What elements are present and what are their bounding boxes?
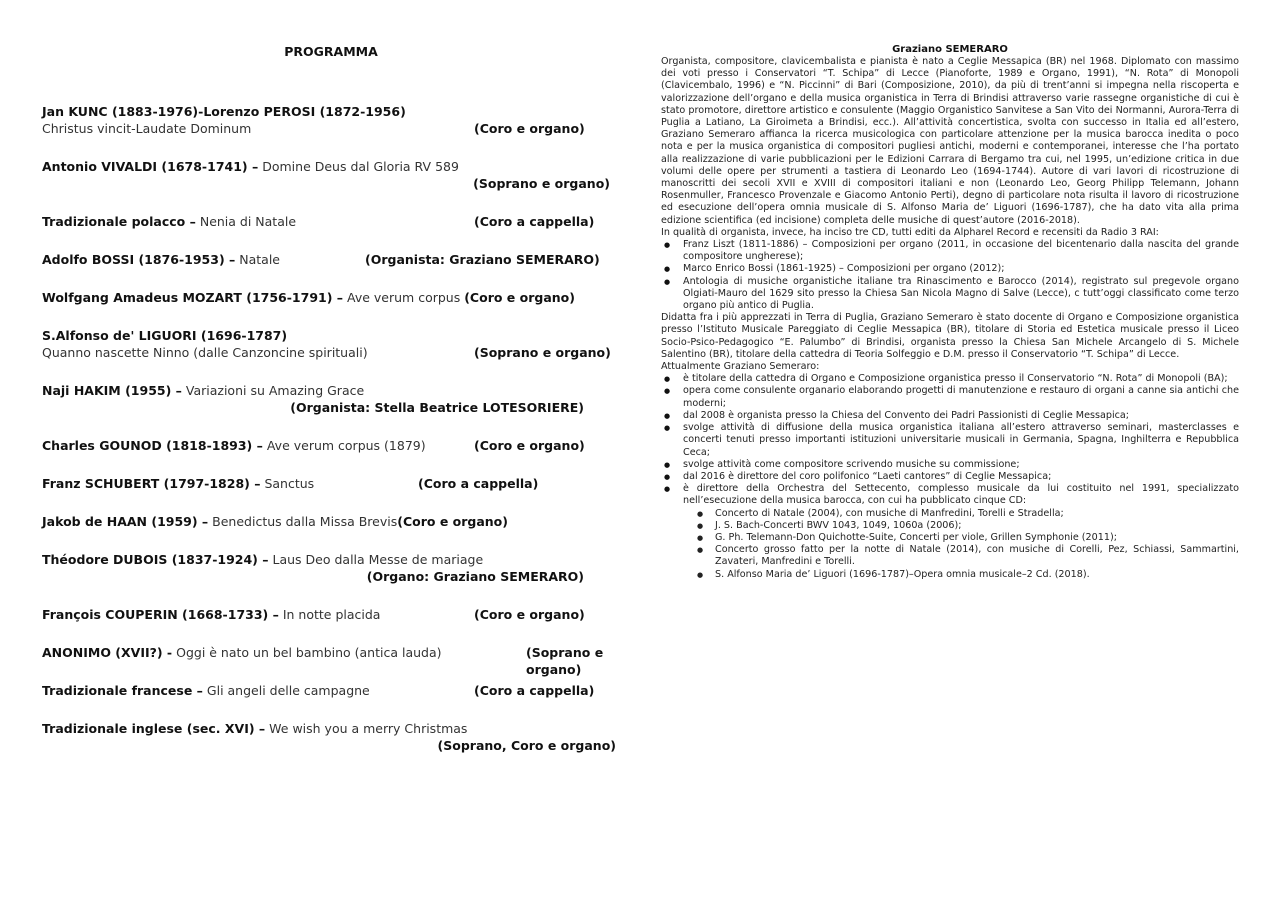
piece-work: Oggi è nato un bel bambino (antica lauda) <box>176 645 442 660</box>
bio-paragraph: Attualmente Graziano Semeraro: <box>661 361 820 373</box>
bio-paragraph: In qualità di organista, invece, ha inciso tre CD, tutti editi da Alpharel Record e recensiti da Radio 3 RAI: <box>661 226 1159 238</box>
program-piece <box>42 289 620 306</box>
piece-performers: (Coro e organo) <box>474 438 585 453</box>
piece-performers: (Soprano e organo) <box>474 345 611 360</box>
bio-paragraph: Organista, compositore, clavicembalista e pianista è nato a Ceglie Messapica (BR) nel 1968. Diplomato con massimo dei voti presso i Conservatori “T. Schipa” di Lecce (Pianoforte, 1989 e Organo, 1991), “N. Rota” di Monopoli (Clavicembalo, 1996) e “N. Piccinni” di Bari (Composizione, 2010), da più di trent’anni si impegna nella riscoperta e valorizzazione dell’organo e della musica organistica in Terra di Brindisi attraverso varie rassegne organistiche di cui è stato promotore, direttore artistico e consulente (Maggio Organistico Sanvitese a San Vito dei Normanni, Aurora-Terra di Puglia a Latiano, La Giroimeta a Brindisi, ecc.). All’attività concertistica, svolta con successo in Italia ed all’estero, Graziano Semeraro affianca la ricerca musicologica con particolare attenzione per la musica barocca inedita o poco nota e per la musica organistica di compositori pugliesi antichi, moderni e contemporanei, interesse che l’ha portato alla realizzazione di varie pubblicazioni per le Edizioni Carrara di Bergamo tra cui, nel 1995, un’edizione critica in due volumi delle opere per strumenti a tastiera di Leonardo Leo (1694-1744). Autore di vari lavori di ricostruzione di manoscritti dei secoli XVII e XVIII di compositori italiani e non (Leonardo Leo, Georg Philipp Telemann, Johann Rosenmuller, Francesco Provenzale e Giacomo Antonio Perti), degno di particolare nota risulta il lavoro di ricostruzione ed esecuzione dell’opera omnia musicale di S. Alfonso Maria de’ Liguori (1696-1787), che ha dato vita alla prima edizione scientifica (ed incisione) completa delle musiche di quest’autore (2016-2018). <box>661 56 1239 226</box>
piece-work: We wish you a merry Christmas <box>269 721 468 736</box>
program-piece <box>42 513 620 530</box>
program-piece <box>42 720 620 754</box>
list-item: ● dal 2008 è organista presso la Chiesa del Convento dei Padri Passionisti di Ceglie Messapica; <box>683 410 1239 422</box>
piece-composer: Naji HAKIM (1955) – <box>42 383 182 398</box>
program-column <box>42 44 620 775</box>
piece-work: Gli angeli delle campagne <box>206 683 370 698</box>
piece-performers: (Organista: Stella Beatrice LOTESORIERE) <box>290 400 584 415</box>
program-piece <box>42 551 620 585</box>
piece-performers: (Coro e organo) <box>397 514 508 529</box>
bio-text <box>661 56 1239 581</box>
list-item: ● è titolare della cattedra di Organo e Composizione organistica presso il Conservatorio “N. Rota” di Monopoli (BA); <box>683 373 1239 385</box>
piece-composer: Théodore DUBOIS (1837-1924) – <box>42 552 269 567</box>
list-item: ● dal 2016 è direttore del coro polifonico “Laeti cantores” di Ceglie Messapica; <box>683 471 1239 483</box>
current-activities-list <box>661 373 1239 507</box>
piece-work: In notte placida <box>282 607 381 622</box>
piece-work: Natale <box>239 252 281 267</box>
piece-work: Domine Deus dal Gloria RV 589 <box>262 159 459 174</box>
piece-composer: S.Alfonso de' LIGUORI (1696-1787) <box>42 328 288 343</box>
list-item: ● Antologia di musiche organistiche italiane tra Rinascimento e Barocco (2014), registrato sul pregevole organo Olgiati-Mauro del 1629 sito presso la Chiesa San Nicola Magno di Salve (Lecce), c tutt’oggi classificato come terzo organo più antico di Puglia. <box>683 276 1239 313</box>
list-item: ● Marco Enrico Bossi (1861-1925) – Composizioni per organo (2012); <box>683 263 1239 275</box>
piece-work: Ave verum corpus <box>347 290 461 305</box>
list-item: ● G. Ph. Telemann-Don Quichotte-Suite, Concerti per viole, Grillen Symphonie (2011); <box>715 532 1239 544</box>
piece-performers: (Coro e organo) <box>474 607 585 622</box>
piece-performers: (Soprano, Coro e organo) <box>437 738 616 753</box>
program-piece <box>42 682 620 699</box>
piece-composer: Charles GOUNOD (1818-1893) – <box>42 438 263 453</box>
piece-performers: (Coro a cappella) <box>474 214 595 229</box>
list-item: ● J. S. Bach-Concerti BWV 1043, 1049, 1060a (2006); <box>715 520 1239 532</box>
program-title: PROGRAMMA <box>284 44 378 59</box>
list-item: ● svolge attività di diffusione della musica organistica italiana all’estero attraverso seminari, masterclasses e concerti tenuti presso importanti istituzioni universitarie musicali in Germania, Spagna, Inghilterra e Repubblica Ceca; <box>683 422 1239 459</box>
piece-performers: (Organo: Graziano SEMERARO) <box>366 569 584 584</box>
piece-performers: (Coro e organo) <box>474 121 585 136</box>
piece-performers: (Soprano e organo) <box>473 176 610 191</box>
piece-work: Ave verum corpus (1879) <box>266 438 426 453</box>
cd-list <box>661 239 1239 312</box>
piece-work: Nenia di Natale <box>199 214 297 229</box>
program-piece <box>42 251 620 268</box>
bio-paragraph: Didatta fra i più apprezzati in Terra di Puglia, Graziano Semeraro è stato docente di Organo e Composizione organistica presso l’Istituto Musicale Pareggiato di Ceglie Messapica (BR), titolare di Storia ed Estetica musicale presso il Liceo Socio-Psico-Pedagogico “E. Palumbo” di Brindisi, organista presso la Chiesa San Michele Arcangelo di S. Michele Salentino (BR), titolare della cattedra di Teoria Solfeggio e D.M. presso il Conservatorio “T. Schipa” di Lecce. <box>661 312 1239 360</box>
piece-performers: (Soprano e organo) <box>526 645 604 677</box>
program-piece <box>42 644 620 677</box>
piece-work: Sanctus <box>264 476 315 491</box>
program-piece <box>42 213 620 230</box>
bio-title: Graziano SEMERARO <box>892 44 1008 55</box>
piece-work: Variazioni su Amazing Grace <box>185 383 365 398</box>
piece-performers: (Organista: Graziano SEMERARO) <box>365 252 600 267</box>
biography-column <box>661 44 1239 581</box>
piece-performers: (Coro a cappella) <box>418 476 539 491</box>
program-piece <box>42 327 620 361</box>
program-piece <box>42 437 620 454</box>
piece-composer: Antonio VIVALDI (1678-1741) – <box>42 159 259 174</box>
piece-composer: Tradizionale inglese (sec. XVI) – <box>42 721 266 736</box>
piece-performers: (Coro a cappella) <box>474 683 595 698</box>
program-piece <box>42 103 620 137</box>
program-piece <box>42 475 620 492</box>
piece-work: Christus vincit-Laudate Dominum <box>42 121 252 136</box>
program-piece <box>42 158 620 192</box>
piece-work: Benedictus dalla Missa Brevis <box>212 514 398 529</box>
program-piece <box>42 382 620 416</box>
piece-work: Laus Deo dalla Messe de mariage <box>272 552 484 567</box>
list-item: ● è direttore della Orchestra del Settecento, complesso musicale da lui costituito nel 1991, specializzato nell’esecuzione della musica barocca, con cui ha pubblicato cinque CD: <box>683 483 1239 507</box>
piece-work: Quanno nascette Ninno (dalle Canzoncine spirituali) <box>42 345 368 360</box>
list-item: ● Concerto di Natale (2004), con musiche di Manfredini, Torelli e Stradella; <box>715 508 1239 520</box>
piece-composer: Wolfgang Amadeus MOZART (1756-1791) – <box>42 290 344 305</box>
list-item: ● Franz Liszt (1811-1886) – Composizioni per organo (2011, in occasione del bicentenario dalla nascita del grande compositore ungherese); <box>683 239 1239 263</box>
list-item: ● opera come consulente organario elaborando progetti di manutenzione e restauro di organi a canne sia antichi che moderni; <box>683 385 1239 409</box>
piece-performers: (Coro e organo) <box>464 290 575 305</box>
list-item: ● Concerto grosso fatto per la notte di Natale (2014), con musiche di Corelli, Pez, Schiassi, Sammartini, Zavateri, Manfredini e Torelli. <box>715 544 1239 568</box>
piece-composer: ANONIMO (XVII?) - <box>42 645 173 660</box>
piece-composer: Tradizionale polacco – <box>42 214 196 229</box>
piece-composer: Jan KUNC (1883-1976)-Lorenzo PEROSI (1872-1956) <box>42 104 406 119</box>
program-piece <box>42 606 620 623</box>
piece-composer: François COUPERIN (1668-1733) – <box>42 607 279 622</box>
piece-composer: Tradizionale francese – <box>42 683 203 698</box>
piece-composer: Franz SCHUBERT (1797-1828) – <box>42 476 261 491</box>
list-item: ● S. Alfonso Maria de’ Liguori (1696-1787)–Opera omnia musicale–2 Cd. (2018). <box>715 569 1239 581</box>
piece-composer: Adolfo BOSSI (1876-1953) – <box>42 252 236 267</box>
piece-composer: Jakob de HAAN (1959) – <box>42 514 209 529</box>
orchestra-cd-list <box>661 508 1239 581</box>
list-item: ● svolge attività come compositore scrivendo musiche su commissione; <box>683 459 1239 471</box>
